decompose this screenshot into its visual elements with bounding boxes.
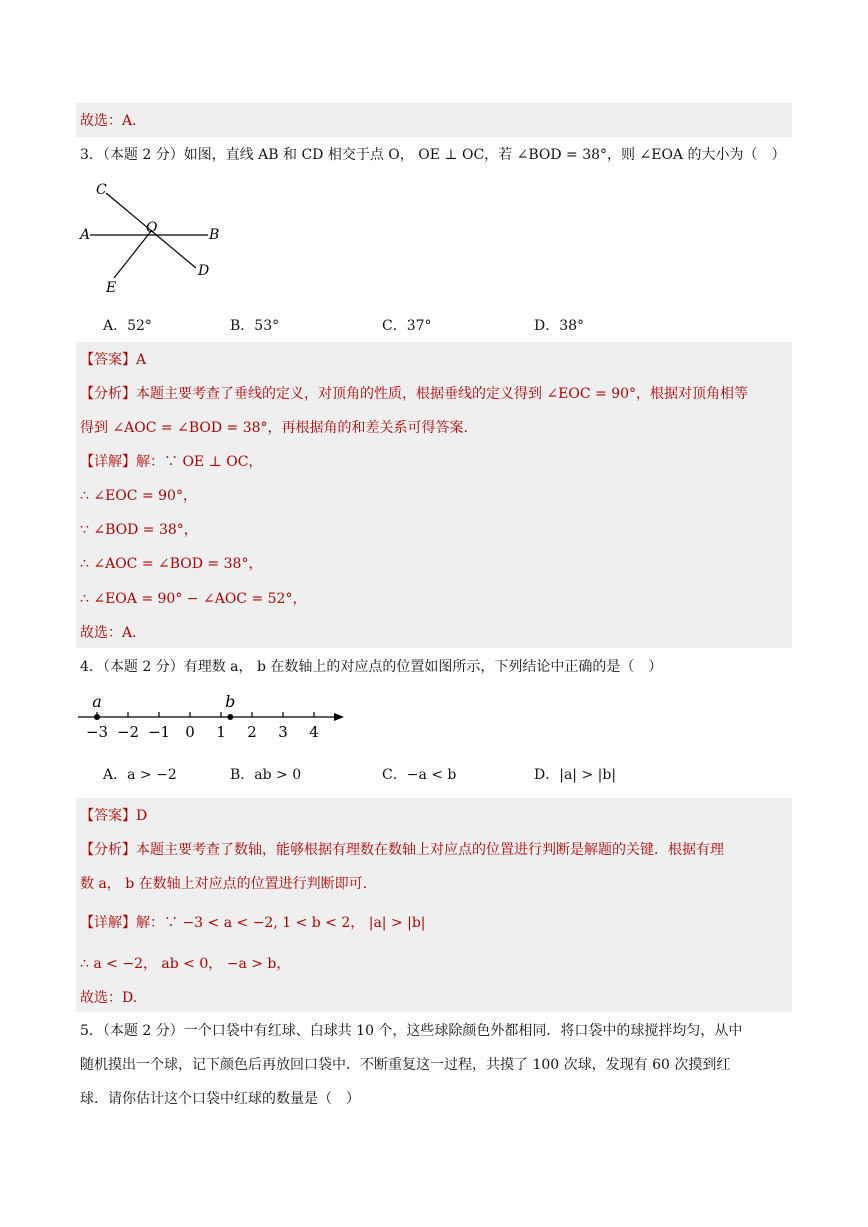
q3-option-d[interactable]: D．38°: [534, 318, 585, 334]
q4-solution-band: [76, 798, 792, 1012]
q4-option-c[interactable]: C．−a < b: [382, 767, 457, 783]
tick-label: 1: [216, 723, 226, 741]
q2-solution-band: [76, 103, 792, 137]
axis-arrow: [334, 713, 344, 721]
q4-option-b[interactable]: B．ab > 0: [230, 767, 302, 783]
label-b: B: [209, 227, 220, 243]
q3-analysis-line-2: 得到 ∠AOC = ∠BOD = 38°，再根据角的和差关系可得答案.: [80, 420, 468, 436]
tick-label: 3: [278, 723, 288, 741]
q3-choice: 故选：A.: [80, 625, 137, 641]
q4-stem: 4．（本题 2 分）有理数 a， b 在数轴上的对应点的位置如图所示，下列结论中正确的是（ ）: [80, 659, 663, 675]
point-label-b: b: [225, 692, 236, 711]
q4-detail-line-2: ∴ a < −2， ab < 0， −a > b，: [80, 956, 291, 972]
q2-choice: 故选：A.: [80, 113, 137, 129]
label-o: O: [146, 220, 158, 236]
label-e: E: [106, 280, 117, 296]
q3-detail-line-2: ∴ ∠EOC = 90°，: [80, 488, 197, 504]
tick-label: −1: [147, 723, 171, 741]
q3-stem: 3．（本题 2 分）如图，直线 AB 和 CD 相交于点 O， OE ⊥ OC，若 ∠BOD = 38°，则 ∠EOA 的大小为（ ）: [80, 147, 786, 163]
q3-option-a[interactable]: A．52°: [103, 318, 152, 334]
q3-answer: 【答案】A: [80, 352, 147, 368]
q4-choice: 故选：D.: [80, 990, 138, 1006]
q4-analysis-line-2: 数 a， b 在数轴上对应点的位置进行判断即可.: [80, 876, 368, 892]
q3-option-c[interactable]: C．37°: [382, 318, 432, 334]
q4-answer: 【答案】D: [80, 808, 148, 824]
ray-oe: [114, 230, 152, 278]
q5-line-1: 5．（本题 2 分）一个口袋中有红球、白球共 10 个，这些球除颜色外都相同．将口袋中的球搅拌均匀，从中: [80, 1023, 743, 1039]
label-c: C: [96, 182, 107, 198]
label-d: D: [198, 263, 210, 279]
q5-line-2: 随机摸出一个球，记下颜色后再放回口袋中．不断重复这一过程，共摸了 100 次球，发现有 60 次摸到红: [80, 1057, 731, 1073]
point-a: [94, 714, 100, 720]
tick-label: 0: [185, 723, 195, 741]
tick-label: −2: [116, 723, 140, 741]
point-b: [227, 714, 233, 720]
tick-label: 2: [247, 723, 257, 741]
q4-option-d[interactable]: D．|a| > |b|: [534, 767, 617, 783]
q3-analysis-line-1: 【分析】本题主要考查了垂线的定义，对顶角的性质，根据垂线的定义得到 ∠EOC = 90°，根据对顶角相等: [80, 386, 749, 402]
q4-analysis-line-1: 【分析】本题主要考查了数轴，能够根据有理数在数轴上对应点的位置进行判断是解题的关键．根据有理: [80, 842, 724, 858]
point-label-a: a: [92, 692, 102, 711]
q3-intersecting-lines-figure: [76, 178, 236, 298]
q3-detail-line-1: 【详解】解：∵ OE ⊥ OC，: [80, 454, 263, 470]
label-a: A: [80, 227, 91, 243]
q4-detail-line-1: 【详解】解：∵ −3 < a < −2, 1 < b < 2， |a| > |b|: [80, 915, 426, 931]
q3-detail-line-3: ∵ ∠BOD = 38°，: [80, 522, 198, 538]
q5-line-3: 球．请你估计这个口袋中红球的数量是（ ）: [80, 1091, 360, 1107]
q3-option-b[interactable]: B．53°: [230, 318, 280, 334]
tick-label: −3: [85, 723, 109, 741]
q4-number-line: [76, 688, 356, 748]
q4-option-a[interactable]: A．a > −2: [103, 767, 177, 783]
q3-detail-line-4: ∴ ∠AOC = ∠BOD = 38°，: [80, 556, 263, 572]
tick-label: 4: [309, 723, 319, 741]
q3-detail-line-5: ∴ ∠EOA = 90° − ∠AOC = 52°，: [80, 591, 307, 607]
